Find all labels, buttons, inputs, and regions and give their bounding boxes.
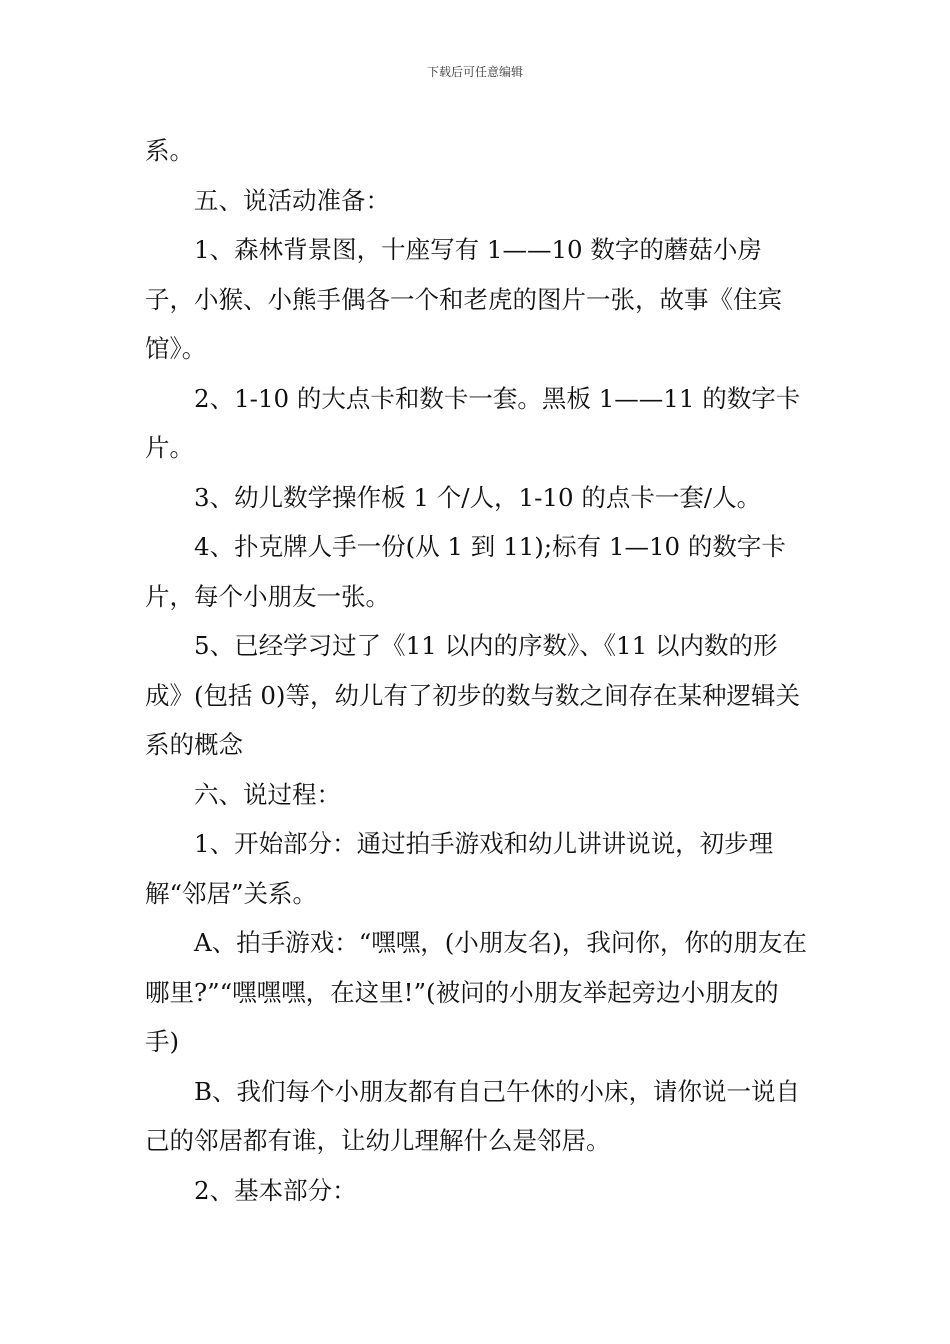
section-heading-process: 六、说过程： [194, 779, 341, 809]
paragraph-continuation: 系。 [145, 136, 194, 165]
paragraph-process-a: A、拍手游戏：“嘿嘿，(小朋友名)，我问你，你的朋友在哪里?”“嘿嘿嘿，在这里!”(被问的小朋友举起旁边小朋友的手) [145, 928, 807, 1056]
paragraph-item-5: 5、已经学习过了《11 以内的序数》、《11 以内数的形成》(包括 0)等，幼儿有了初步的数与数之间存在某种逻辑关系的概念 [145, 631, 800, 759]
paragraph-process-1: 1、开始部分：通过拍手游戏和幼儿讲讲说说，初步理解“邻居”关系。 [145, 829, 774, 908]
section-heading-preparation: 五、说活动准备： [194, 185, 390, 215]
paragraph-process-2: 2、基本部分： [194, 1175, 357, 1205]
document-body [145, 126, 810, 1215]
paragraph-process-b: B、我们每个小朋友都有自己午休的小床，请你说一说自己的邻居都有谁，让幼儿理解什么是邻居。 [145, 1076, 801, 1155]
paragraph-item-2: 2、1-10 的大点卡和数卡一套。黑板 1——11 的数字卡片。 [145, 383, 801, 462]
paragraph-item-3: 3、幼儿数学操作板 1 个/人，1-10 的点卡一套/人。 [194, 482, 762, 512]
paragraph-item-4: 4、扑克牌人手一份(从 1 到 11);标有 1—10 的数字卡片，每个小朋友一张。 [145, 532, 786, 611]
page-header: 下载后可任意编辑 [426, 65, 523, 79]
paragraph-item-1: 1、森林背景图，十座写有 1——10 数字的蘑菇小房子，小猴、小熊手偶各一个和老虎的图片一张，故事《住宾馆》。 [145, 235, 782, 363]
